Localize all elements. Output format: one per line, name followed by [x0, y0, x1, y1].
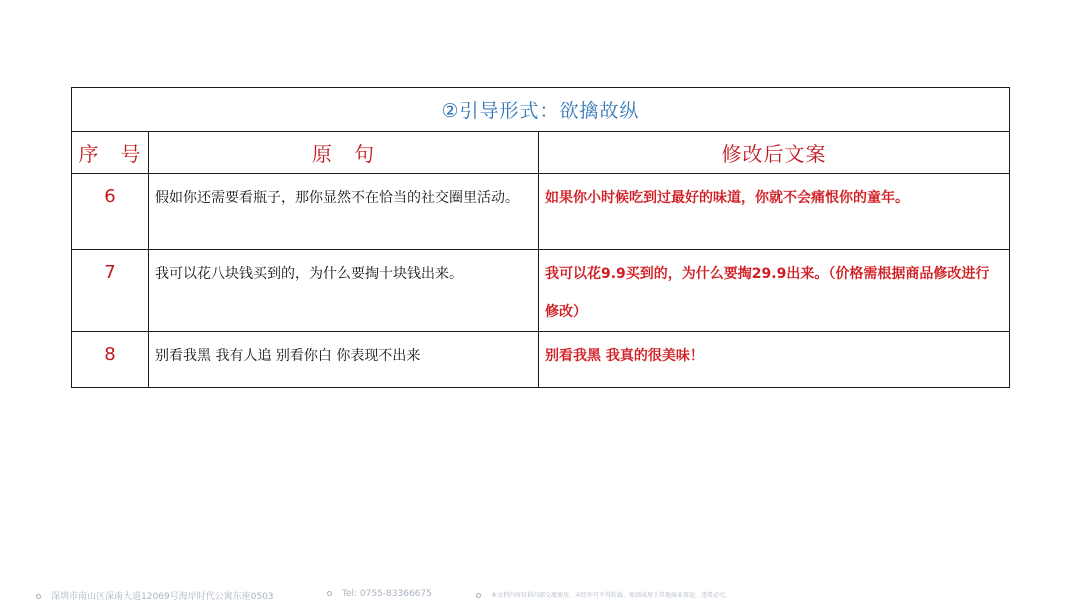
circle-bullet-icon	[327, 591, 332, 596]
table-row	[72, 332, 1010, 388]
footer-notice	[476, 590, 731, 599]
row-modified-text: 别看我黑 我真的很美味！	[539, 332, 1010, 388]
header-number: 序 号	[72, 132, 149, 174]
footer-address-text: 深圳市南山区深南大道12069号海岸时代公寓东座0503	[51, 592, 274, 602]
footer-address	[36, 589, 274, 602]
row-number: 7	[72, 250, 149, 332]
header-original: 原 句	[149, 132, 539, 174]
row-original-text: 我可以花八块钱买到的，为什么要掏十块钱出来。	[149, 250, 539, 332]
row-number: 6	[72, 174, 149, 250]
row-original-text: 别看我黑 我有人追 别看你白 你表现不出来	[149, 332, 539, 388]
circle-bullet-icon	[476, 593, 481, 598]
copywriting-table	[71, 87, 1010, 388]
table-header-row	[72, 132, 1010, 174]
row-modified-text: 如果你小时候吃到过最好的味道，你就不会痛恨你的童年。	[539, 174, 1010, 250]
row-number: 8	[72, 332, 149, 388]
table-title: ②引导形式：欲擒故纵	[72, 88, 1010, 132]
row-modified-text: 我可以花9.9买到的，为什么要掏29.9出来。（价格需根据商品修改进行修改）	[539, 250, 1010, 332]
page-footer	[0, 586, 1080, 604]
footer-phone-text: Tel: 0755-83366675	[342, 589, 432, 599]
row-original-text: 假如你还需要看瓶子，那你显然不在恰当的社交圈里活动。	[149, 174, 539, 250]
table-row	[72, 250, 1010, 332]
table-title-row	[72, 88, 1010, 132]
table-row	[72, 174, 1010, 250]
footer-notice-text: 本文档内容仅供内部交流使用，未经许可不得转载、复制或用于其他商业用途，违者必究。	[491, 592, 732, 599]
circle-bullet-icon	[36, 594, 41, 599]
header-modified: 修改后文案	[539, 132, 1010, 174]
footer-phone	[327, 589, 432, 599]
